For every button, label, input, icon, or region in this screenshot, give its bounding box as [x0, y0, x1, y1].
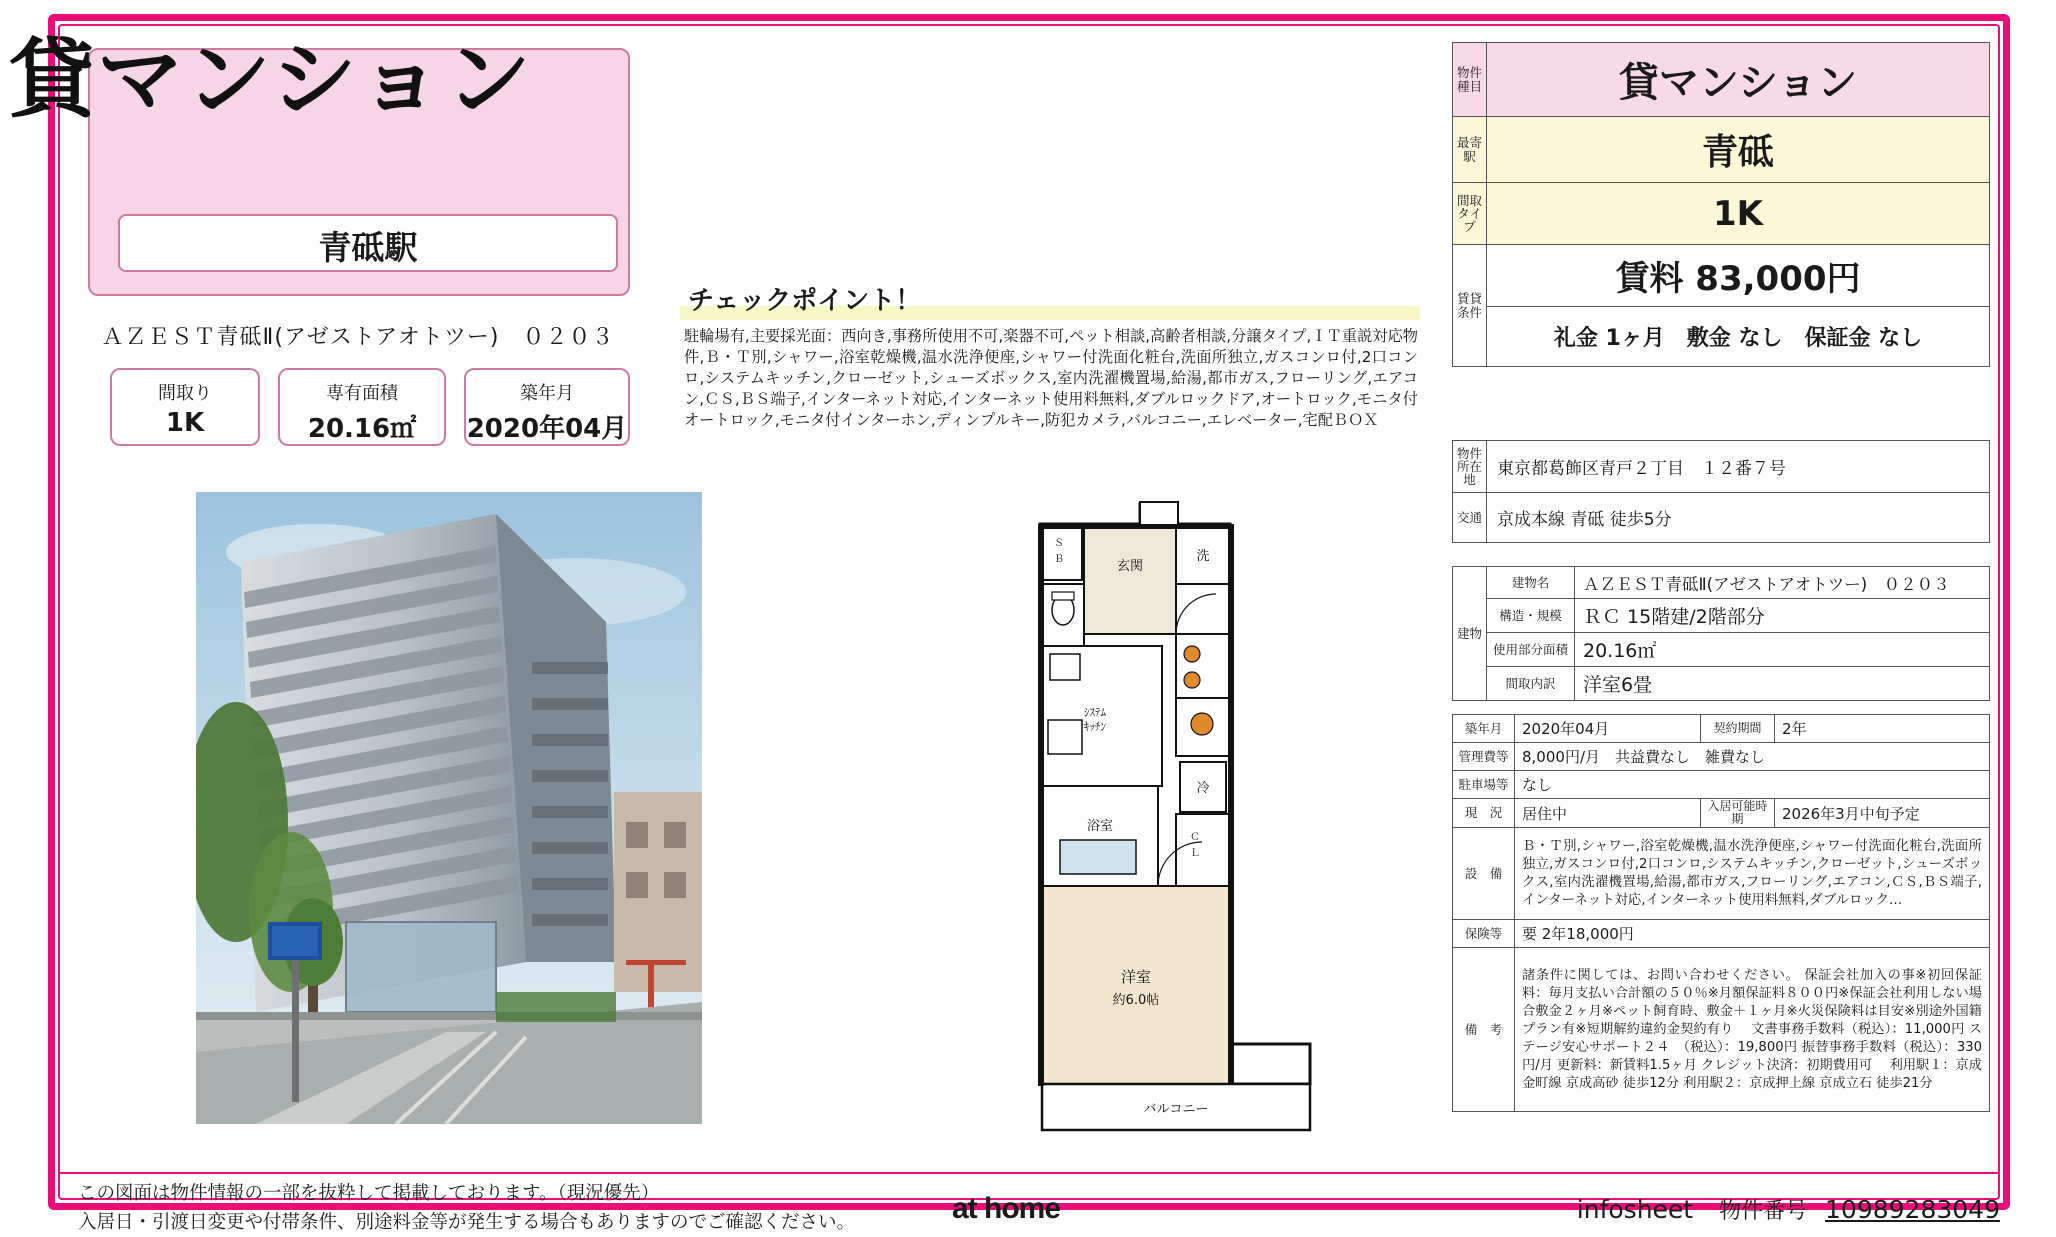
svg-text:Ｂ: Ｂ [1054, 554, 1064, 565]
checkpoint-title: チェックポイント！ [688, 286, 922, 316]
footer-note-line2: 入居日・引渡日変更や付帯条件、別途料金等が発生する場合もありますのでご確認ください。 [78, 1211, 856, 1233]
svg-text:ｼｽﾃﾑ: ｼｽﾃﾑ [1084, 706, 1106, 719]
value-deposit-conditions: 礼金 1ヶ月 敷金 なし 保証金 なし [1487, 307, 1990, 367]
table-row [1453, 493, 1990, 543]
value-plan-type: 1K [1487, 183, 1990, 245]
row-label-building [1453, 567, 1487, 701]
spec-area [278, 368, 446, 446]
table-row [1453, 599, 1990, 633]
row-label-plan-type [1453, 183, 1487, 245]
row-label-building-text: 建物 [1456, 625, 1482, 641]
value-movein: 2026年3月中旬予定 [1775, 799, 1990, 828]
value-property-type: 貸マンション [1487, 43, 1990, 117]
table-row [1453, 799, 1990, 828]
spec-layout [110, 368, 260, 446]
sublabel-structure: 構造・規模 [1487, 599, 1575, 633]
table-row [1453, 667, 1990, 701]
spec-built [464, 368, 630, 446]
value-built-date: 2020年04月 [1515, 715, 1701, 743]
building-photo [196, 492, 702, 1124]
svg-text:浴室: 浴室 [1086, 819, 1114, 834]
property-type-title: 貸マンション [8, 30, 534, 130]
row-label-contract-period: 契約期間 [1701, 715, 1775, 743]
infosheet-footer [1577, 1194, 2000, 1225]
sublabel-room-breakdown: 間取内訳 [1487, 667, 1575, 701]
svg-text:冷: 冷 [1196, 781, 1210, 796]
row-label-address-text: 物件所在地 [1456, 445, 1482, 488]
value-rent: 賃料 83,000円 [1487, 245, 1990, 307]
table-row [1453, 948, 1990, 1112]
table-row [1453, 117, 1990, 183]
row-label-station [1453, 117, 1487, 183]
row-label-type-text: 物件種目 [1456, 65, 1482, 94]
row-label-equipment: 設 備 [1453, 828, 1515, 920]
property-no-value: 10989283049 [1825, 1195, 2000, 1224]
table-row [1453, 743, 1990, 771]
value-parking: なし [1515, 771, 1990, 799]
row-label-plan-type-text: 間取タイプ [1456, 192, 1482, 235]
table-row [1453, 245, 1990, 307]
row-label-type [1453, 43, 1487, 117]
detail-table [1452, 714, 1990, 1112]
value-insurance: 要 2年18,000円 [1515, 920, 1990, 948]
svg-text:Ｌ: Ｌ [1190, 848, 1200, 859]
address-table [1452, 440, 1990, 543]
building-table [1452, 566, 1990, 701]
table-row [1453, 715, 1990, 743]
footer-divider [60, 1172, 1998, 1174]
value-equipment: Ｂ・Ｔ別,シャワー,浴室乾燥機,温水洗浄便座,シャワー付洗面化粧台,洗面所独立,ガスコンロ付,2口コンロ,システムキッチン,クローゼット,シューズボックス,室内洗濯機置場,給湯,都市ガス,フローリング,エアコン,ＣＳ,ＢＳ端子,インターネット対応,インターネット使用料無料,ダブルロック… [1515, 828, 1990, 920]
svg-text:ｷｯﾁﾝ: ｷｯﾁﾝ [1084, 720, 1106, 733]
value-structure: ＲＣ 15階建/2階部分 [1575, 599, 1990, 633]
floor-plan [980, 484, 1400, 1154]
row-label-remarks: 備 考 [1453, 948, 1515, 1112]
value-nearest-station: 青砥 [1487, 117, 1990, 183]
property-no-label: 物件番号 [1719, 1199, 1808, 1224]
value-status: 居住中 [1515, 799, 1701, 828]
row-label-movein: 入居可能時期 [1701, 799, 1775, 828]
row-label-station-text: 最寄駅 [1456, 135, 1482, 164]
footer-note-line1: この図面は物件情報の一部を抜粋して掲載しております。（現況優先） [78, 1183, 660, 1204]
spec-built-value: 2020年04月 [466, 414, 628, 444]
sublabel-area: 使用部分面積 [1487, 633, 1575, 667]
spec-row [110, 368, 630, 446]
table-row [1453, 771, 1990, 799]
row-label-access-text: 交通 [1456, 509, 1482, 525]
sublabel-building-name: 建物名 [1487, 567, 1575, 599]
svg-text:約6.0帖: 約6.0帖 [1112, 993, 1160, 1008]
svg-text:洗: 洗 [1196, 549, 1210, 564]
spec-built-label: 築年月 [520, 383, 574, 404]
spec-area-label: 専有面積 [326, 383, 398, 404]
spec-layout-label: 間取り [158, 383, 212, 404]
value-access: 京成本線 青砥 徒歩5分 [1487, 493, 1990, 543]
value-management-fee: 8,000円/月 共益費なし 雑費なし [1515, 743, 1990, 771]
value-address: 東京都葛飾区青戸２丁目 １２番７号 [1487, 441, 1990, 493]
checkpoint-text: 駐輪場有,主要採光面：西向き,事務所使用不可,楽器不可,ペット相談,高齢者相談,分譲タイプ,ＩＴ重説対応物件,Ｂ・Ｔ別,シャワー,浴室乾燥機,温水洗浄便座,シャワー付洗面化粧台,洗面所独立,ガスコンロ付,2口コンロ,システムキッチン,クローゼット,シューズボックス,室内洗濯機置場,給湯,都市ガス,フローリング,エアコン,ＣＳ,ＢＳ端子,インターネット対応,インターネット使用料無料,ダブルロックドア,オートロック,モニタ付オートロック,モニタ付インターホン,ディンプルキー,防犯カメラ,バルコニー,エレベーター,宅配ＢＯＸ [684, 327, 1418, 429]
row-label-address [1453, 441, 1487, 493]
value-remarks: 諸条件に関しては、お問い合わせください。 保証会社加入の事※初回保証料：毎月支払い合計額の５０％※月額保証料８００円※保証会社利用しない場合敷金２ヶ月※ペット飼育時、敷金＋１ヶ月※火災保険料は目安※別途外国籍プラン有※短期解約違約金契約有り 文書事務手数料（税込）：11,000円 ステージ安心サポート２４ （税込）：19,800円 振替事務手数料（税込）：330円/月 更新料：新賃料1.5ヶ月 クレジット決済：初期費用可 利用駅１：京成金町線 京成高砂 徒歩12分 利用駅２：京成押上線 京成立石 徒歩21分 [1515, 948, 1990, 1112]
row-label-insurance: 保険等 [1453, 920, 1515, 948]
row-label-built-date: 築年月 [1453, 715, 1515, 743]
value-room-breakdown: 洋室6畳 [1575, 667, 1990, 701]
row-label-access [1453, 493, 1487, 543]
row-label-parking: 駐車場等 [1453, 771, 1515, 799]
spec-layout-value: 1K [165, 408, 205, 438]
spec-area-value: 20.16㎡ [307, 414, 417, 444]
footer-note [78, 1180, 978, 1237]
table-row [1453, 633, 1990, 667]
row-label-status: 現 況 [1453, 799, 1515, 828]
building-name-heading: ＡＺＥＳＴ青砥Ⅱ(アゼストアオトツー) ０２０３ [101, 325, 615, 350]
row-label-rent-conditions-text: 賃貸条件 [1456, 291, 1482, 320]
athome-logo: at home [952, 1192, 1061, 1225]
table-row [1453, 43, 1990, 117]
table-row [1453, 441, 1990, 493]
svg-text:Ｃ: Ｃ [1190, 832, 1200, 843]
table-row [1453, 307, 1990, 367]
table-row [1453, 920, 1990, 948]
value-contract-period: 2年 [1775, 715, 1990, 743]
value-building-name: ＡＺＥＳＴ青砥Ⅱ(アゼストアオトツー) ０２０３ [1575, 567, 1990, 599]
table-row [1453, 828, 1990, 920]
infosheet-label: infosheet [1576, 1195, 1694, 1224]
row-label-rent-conditions [1453, 245, 1487, 367]
svg-text:玄関: 玄関 [1116, 559, 1144, 574]
station-name: 青砥駅 [318, 228, 418, 267]
value-area: 20.16㎡ [1575, 633, 1990, 667]
svg-text:洋室: 洋室 [1120, 968, 1152, 986]
svg-text:Ｓ: Ｓ [1054, 538, 1064, 549]
table-row [1453, 567, 1990, 599]
svg-text:バルコニー: バルコニー [1143, 1102, 1209, 1117]
table-row [1453, 183, 1990, 245]
summary-table [1452, 42, 1990, 367]
row-label-management-fee: 管理費等 [1453, 743, 1515, 771]
